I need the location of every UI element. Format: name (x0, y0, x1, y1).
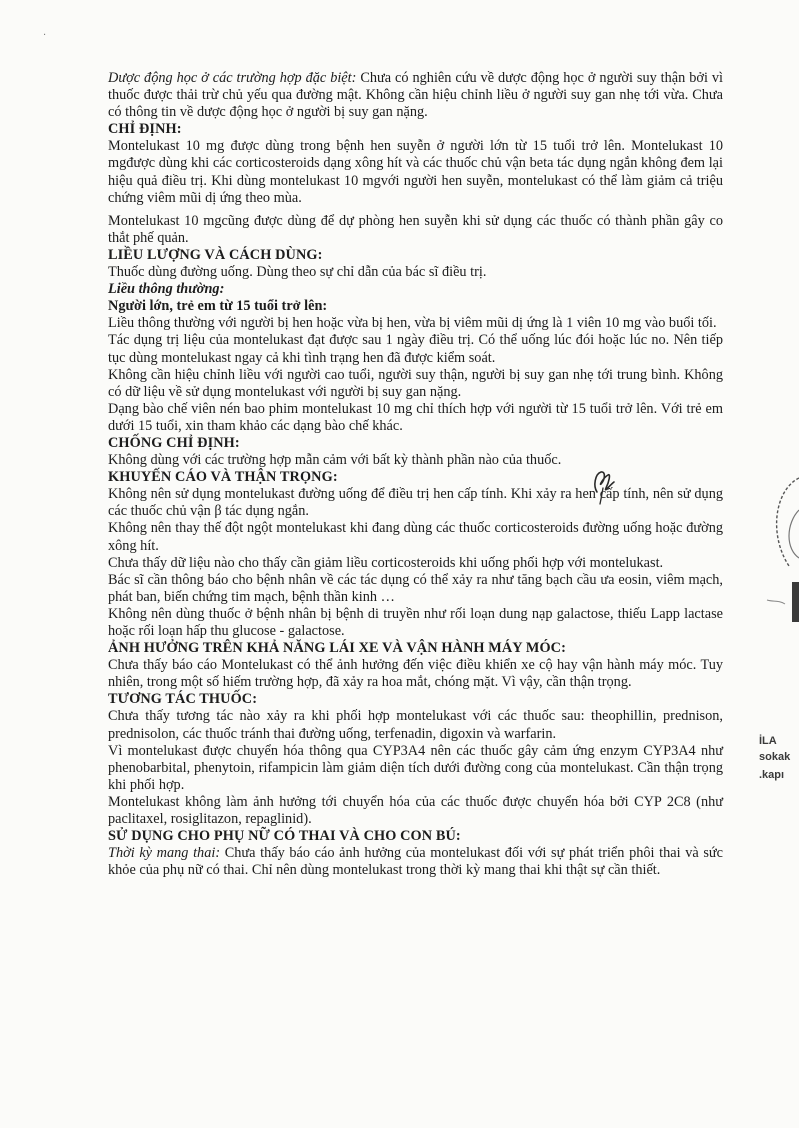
paragraph: Vì montelukast được chuyển hóa thông qua CYP3A4 nên các thuốc gây cảm ứng enzym CYP3A4 như phenobarbital, phenytoin, rifampicin làm giảm diện tích dưới đường cong của montelukast. Cần thận trọng khi phối hợp. (108, 742, 723, 793)
paragraph-lead: Thời kỳ mang thai: (108, 845, 221, 862)
paragraph: Montelukast 10 mgcũng được dùng để dự phòng hen suyễn khi sử dụng các thuốc có thành phần gây co thắt phế quản. (108, 212, 723, 246)
section-heading: CHỐNG CHỈ ĐỊNH: (108, 434, 240, 451)
subsection-heading: Người lớn, trẻ em từ 15 tuổi trở lên: (108, 298, 328, 315)
paragraph: Tác dụng trị liệu của montelukast đạt được sau 1 ngày điều trị. Có thể uống lúc đói hoặc lúc no. Nên tiếp tục dùng montelukast ngay cả khi tình trạng hen đã được kiểm soát. (108, 332, 723, 366)
paragraph: Liều thông thường với người bị hen hoặc vừa bị hen, vừa bị viêm mũi dị ứng là 1 viên 10 mg vào buổi tối. (108, 315, 717, 332)
margin-fragment-3: .kapı (759, 769, 785, 781)
document-body (108, 70, 723, 879)
paragraph: Không nên thay thế đột ngột montelukast khi đang dùng các thuốc corticosteroids đường uống hoặc đường xông hít. (108, 520, 723, 554)
paragraph-with-lead (108, 845, 723, 879)
paragraph: Montelukast 10 mg được dùng trong bệnh hen suyễn ở người lớn từ 15 tuổi trở lên. Montelukast 10 mgđược dùng khi các corticosteroids dạng xông hít và các thuốc chủ vận beta tác dụng ngắn không đem lại hiệu quả điều trị. Khi dùng montelukast 10 mgvới người hen suyễn, montelukast có thể làm giảm cả triệu chứng viêm mũi dị ứng theo mùa. (108, 138, 723, 206)
paragraph: Không nên sử dụng montelukast đường uống để điều trị hen cấp tính. Khi xảy ra hen cấp tính, nên sử dụng các thuốc chủ vận β tác dụng ngắn. (108, 486, 723, 520)
section-heading: ẢNH HƯỞNG TRÊN KHẢ NĂNG LÁI XE VÀ VẬN HÀNH MÁY MÓC: (108, 640, 566, 657)
handwritten-signature (587, 466, 623, 506)
paragraph: Dạng bào chế viên nén bao phim montelukast 10 mg chỉ thích hợp với người từ 15 tuổi trở lên. Với trẻ em dưới 15 tuổi, xin tham khảo các dạng bào chế khác. (108, 400, 723, 434)
paragraph-lead: Dược động học ở các trường hợp đặc biệt: (108, 70, 357, 86)
paragraph: Không cần hiệu chỉnh liều với người cao tuổi, người suy thận, người bị suy gan nhẹ tới trung bình. Không có dữ liệu về sử dụng montelukast với người bị suy gan nặng. (108, 366, 723, 400)
paragraph: Không nên dùng thuốc ở bệnh nhân bị bệnh di truyền như rối loạn dung nạp galactose, thiếu Lapp lactase hoặc rối loạn hấp thu glucose - galactose. (108, 605, 723, 639)
paragraph: Chưa thấy tương tác nào xảy ra khi phối hợp montelukast với các thuốc sau: theophillin, prednison, prednisolon, các thuốc tránh thai đường uống, terfenadin, digoxin và warfarin. (108, 708, 723, 742)
scan-corner-mark: · (43, 30, 47, 41)
paragraph-text: Chưa thấy báo cáo ảnh hưởng của montelukast đối với sự phát triển phôi thai và sức khỏe của phụ nữ có thai. Chỉ nên dùng montelukast trong thời kỳ mang thai khi thật sự cần thiết. (108, 845, 723, 879)
section-heading: KHUYẾN CÁO VÀ THẬN TRỌNG: (108, 469, 338, 486)
paragraph: Chưa thấy báo cáo Montelukast có thể ảnh hưởng đến việc điều khiển xe cộ hay vận hành máy móc. Tuy nhiên, trong một số hiếm trường hợp, đã xảy ra hoa mắt, chóng mặt. Vì vậy, cần thận trọng. (108, 657, 723, 691)
section-heading: LIỀU LƯỢNG VÀ CÁCH DÙNG: (108, 246, 323, 263)
paragraph-with-lead (108, 70, 723, 121)
paragraph-text: Chưa có nghiên cứu về dược động học ở người suy thận bởi vì thuốc được thải trừ chủ yếu qua đường mật. Không cần hiệu chỉnh liều ở người suy gan nhẹ tới vừa. Chưa có thông tin về dược động học ở người bị suy gan nặng. (108, 70, 723, 121)
section-heading: SỬ DỤNG CHO PHỤ NỮ CÓ THAI VÀ CHO CON BÚ: (108, 828, 461, 845)
paragraph: Montelukast không làm ảnh hưởng tới chuyển hóa của các thuốc được chuyển hóa bởi CYP 2C8 (như paclitaxel, rosiglitazon, repaglinid). (108, 793, 723, 828)
margin-fragment-1: İLA (759, 735, 777, 747)
paragraph: Bác sĩ cần thông báo cho bệnh nhân về các tác dụng có thể xảy ra như tăng bạch cầu ưa eosin, viêm mạch, phát ban, biến chứng tim mạch, bệnh thần kinh … (108, 571, 723, 605)
paragraph: Chưa thấy dữ liệu nào cho thấy cần giảm liều corticosteroids khi uống phối hợp với montelukast. (108, 554, 664, 571)
section-heading: TƯƠNG TÁC THUỐC: (108, 691, 258, 708)
paragraph: Thuốc dùng đường uống. Dùng theo sự chỉ dẫn của bác sĩ điều trị. (108, 264, 487, 281)
margin-fragment-2: sokak (759, 751, 791, 763)
section-heading: CHỈ ĐỊNH: (108, 121, 182, 138)
subsection-heading-italic: Liều thông thường: (108, 281, 225, 298)
stamp-fragment (765, 470, 799, 640)
paragraph: Không dùng với các trường hợp mẫn cảm với bất kỳ thành phần nào của thuốc. (108, 452, 562, 469)
